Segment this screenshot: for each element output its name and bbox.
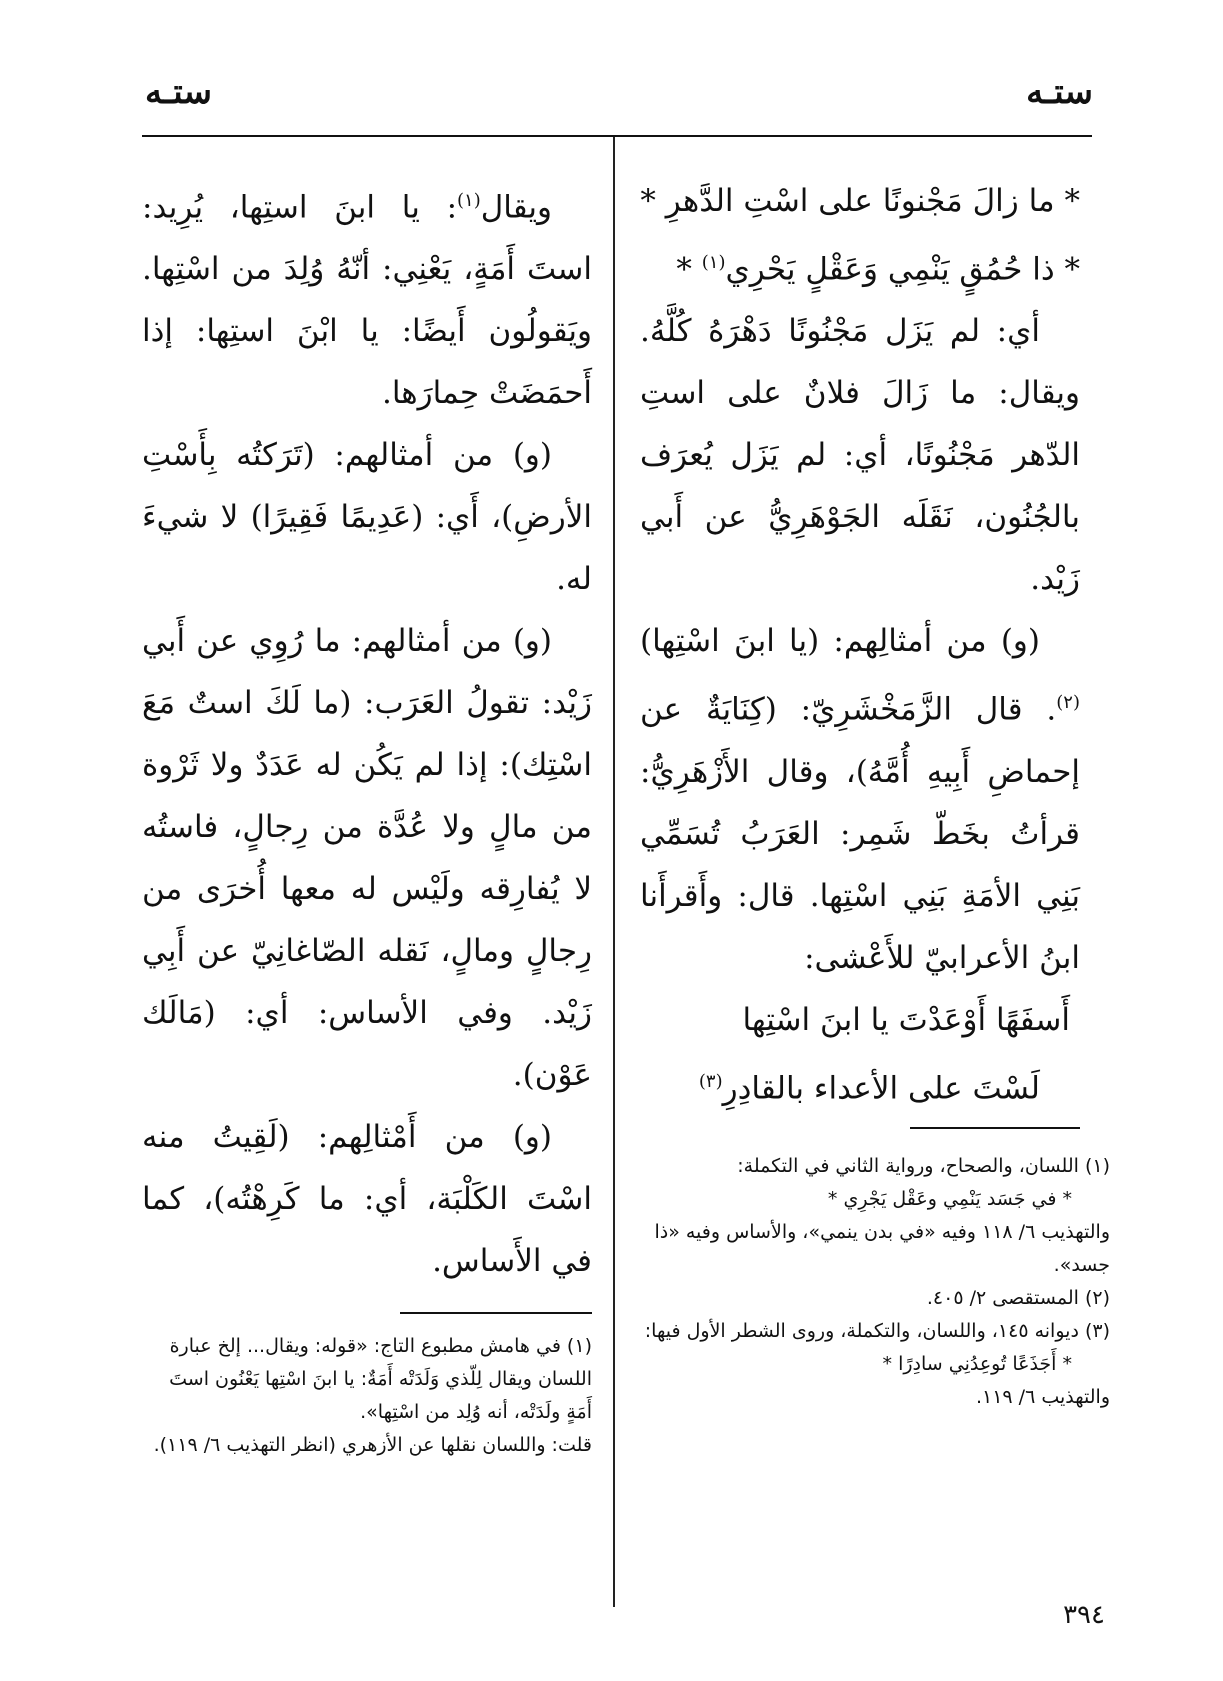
left-paragraph-1-b: : يا ابنَ استِها، يُرِيد: استَ أَمَةٍ، يَعْنِي: أنّهُ وُلِدَ من اسْتِها. ويَقولُون أَيضًا: يا ابْنَ استِها: إذا أَحمَضَتْ حِمارَها. <box>142 189 592 412</box>
paragraph-2 <box>640 610 1080 988</box>
footnote-3-line-1: (٣) ديوانه ١٤٥، واللسان، والتكملة، وروى الشطر الأول فيها: <box>644 1320 1110 1342</box>
left-paragraph-1 <box>142 170 592 424</box>
column-divider <box>613 137 615 1607</box>
left-paragraph-4: (و) من أَمْثالِهم: (لَقِيتُ منه اسْتَ الكَلْبَة، أي: ما كَرِهْتُه)، كما في الأَساس. <box>142 1119 592 1280</box>
left-footnote-ref-1: (١) <box>457 190 481 211</box>
footnote-1-line-1: (١) اللسان، والصحاح، ورواية الثاني في التكملة: <box>737 1155 1110 1177</box>
poem-line-2-text: لَسْتَ على الأعداء بالقادِرِ <box>722 1069 1040 1106</box>
left-footnote-1-line-1: (١) في هامش مطبوع التاج: «قوله: ويقال... إلخ عبارة اللسان ويقال لِلّذي وَلَدَتْه أَمَةٌ: يا ابنَ اسْتِها يَعْنُون استَ أَمَةٍ ولَدَتْه، أنه وُلِد من اسْتِها». <box>169 1335 592 1423</box>
footnote-2: (٢) المستقصى ٢/ ٤٠٥. <box>926 1287 1110 1309</box>
footnote-rule-left <box>400 1312 592 1314</box>
right-column <box>640 170 1080 1119</box>
verse-line-1: * ما زالَ مَجْنونًا على اسْتِ الدَّهرِ * <box>640 183 1080 219</box>
running-header-right: ستـه <box>1026 72 1093 112</box>
verse-line-2 <box>640 232 1080 300</box>
footnote-1-line-3: والتهذيب ٦/ ١١٨ وفيه «في بدن ينمي»، والأساس وفيه «ذا جسد». <box>654 1221 1110 1276</box>
header-rule <box>142 135 1092 137</box>
poem-line-2 <box>640 1051 1080 1119</box>
footnote-3-line-3: والتهذيب ٦/ ١١٩. <box>975 1386 1110 1408</box>
left-footnote-1-line-2: قلت: واللسان نقلها عن الأزهري (انظر التهذيب ٦/ ١١٩). <box>153 1434 592 1456</box>
poem-line-1: أَسفَهًا أَوْعَدْتَ يا ابنَ اسْتِها <box>742 1001 1070 1038</box>
verse-line-2-text: * ذا حُمُقٍ يَنْمِي وَعَقْلٍ يَحْرِي <box>725 251 1080 288</box>
footnote-1-line-2: * في جَسَد يَنْمِي وعَقْل يَجْرِي * <box>827 1188 1072 1210</box>
footnote-3-line-2: * أَجَذَعًا تُوعِدُنِي سادِرًا * <box>882 1353 1072 1375</box>
footnotes-left <box>142 1330 592 1462</box>
paragraph-1: أي: لم يَزَل مَجْنُونًا دَهْرَهُ كُلَّهُ. ويقال: ما زَالَ فلانٌ على استِ الدّهر مَجْنُونًا، أي: لم يَزَل يُعرَف بالجُنُون، نَقَلَه الجَوْهَرِيُّ عن أَبي زَيْد. <box>640 313 1080 598</box>
page-number: ٣٩٤ <box>1063 1600 1105 1630</box>
footnote-ref-2: (٢) <box>1056 692 1080 714</box>
left-paragraph-3: (و) من أمثالهم: ما رُوِي عن أَبي زَيْد: تقولُ العَرَب: (ما لَكَ استٌ مَعَ اسْتِك): إذا لم يَكُن له عَدَدٌ ولا ثَرْوة من مالٍ ولا عُدَّة من رِجالٍ، فاستُه لا يُفارِقه ولَيْس له معها أُخرَى من رِجالٍ ومالٍ، نَقله الصّاغانِيّ عن أَبِي زَيْد. وفي الأساس: أي: (مَالَك عَوْن). <box>142 623 592 1094</box>
paragraph-2-b: . قال الزَّمَخْشَرِيّ: (كِنَايَةٌ عن إحماضِ أَبِيهِ أُمَّهُ)، وقال الأَزْهَرِيُّ: قرأتُ بخَطّ شَمِر: العَرَبُ تُسَمِّي بَنِي الأمَةِ بَنِي اسْتِها. قال: وأَقرأَنا ابنُ الأعرابيّ للأَعْشى: <box>640 691 1080 976</box>
left-paragraph-1-a: ويقال <box>480 189 552 226</box>
footnote-rule-right <box>910 1127 1080 1129</box>
left-paragraph-2: (و) من أمثالهم: (تَرَكتُه بِأَسْتِ الأرضِ)، أَي: (عَدِيمًا فَقِيرًا) لا شيءَ له. <box>142 437 592 598</box>
footnote-ref-1: (١) <box>701 252 726 273</box>
footnotes-right <box>640 1150 1110 1414</box>
footnote-ref-3: (٣) <box>698 1070 723 1092</box>
running-header-left: ستـه <box>145 72 212 112</box>
left-column <box>142 170 592 1292</box>
verse-line-2-end: * <box>676 251 702 288</box>
paragraph-2-a: (و) من أمثالِهم: (يا ابنَ اسْتِها) <box>640 623 1040 660</box>
